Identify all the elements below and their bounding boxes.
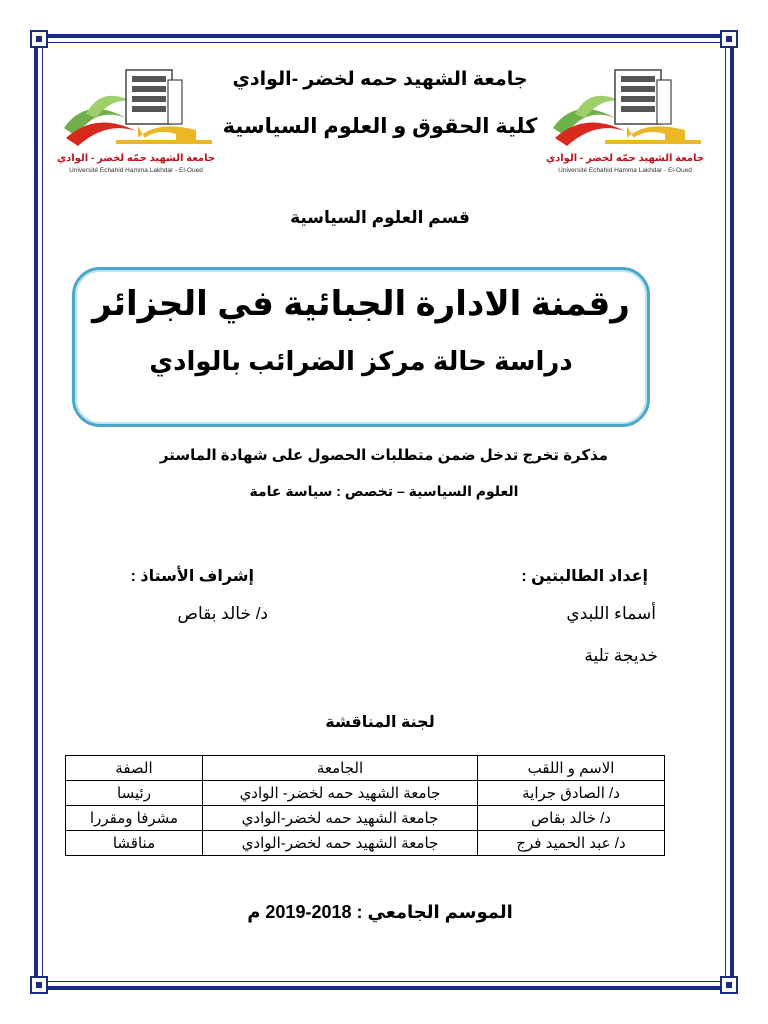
- memo-description: مذكرة تخرج تدخل ضمن متطلبات الحصول على شهادة الماستر: [159, 447, 609, 464]
- column-header: الصفة: [66, 756, 203, 781]
- member-university: جامعة الشهيد حمه لخضر-الوادي: [203, 831, 478, 856]
- committee-table: [65, 755, 665, 856]
- logo-caption-french: Université Echahid Hamma Lakhdar - El-Oued: [558, 167, 692, 174]
- member-university: جامعة الشهيد حمه لخضر- الوادي: [203, 781, 478, 806]
- corner-ornament: [720, 976, 738, 994]
- member-role: مشرفا ومقررا: [66, 806, 203, 831]
- table-header-row: [66, 756, 665, 781]
- academic-year: الموسم الجامعي : 2018-2019 م: [247, 902, 513, 922]
- column-header: الاسم و اللقب: [478, 756, 665, 781]
- member-role: مناقشا: [66, 831, 203, 856]
- specialization: العلوم السياسية – تخصص : سياسة عامة: [249, 483, 519, 499]
- logo-caption-french: Université Echahid Hamma Lakhdar - El-Oued: [69, 167, 203, 174]
- table-row: [66, 806, 665, 831]
- table-row: [66, 831, 665, 856]
- supervisor-name: د/ خالد بقاص: [177, 604, 268, 623]
- student-name: خديجة تلية: [584, 646, 658, 665]
- corner-ornament: [30, 976, 48, 994]
- committee-title: لجنة المناقشة: [325, 714, 435, 731]
- corner-ornament: [720, 30, 738, 48]
- logo-caption-arabic: جامعة الشهيد حمّه لخضر - الوادي: [56, 153, 216, 164]
- prepared-by-label: إعداد الطالبتين :: [521, 568, 648, 585]
- member-name: د/ عبد الحميد فرج: [478, 831, 665, 856]
- column-header: الجامعة: [203, 756, 478, 781]
- university-name: جامعة الشهيد حمه لخضر -الوادي: [232, 69, 528, 90]
- supervisor-label: إشراف الأستاذ :: [130, 568, 254, 585]
- thesis-subtitle: دراسة حالة مركز الضرائب بالوادي: [149, 346, 573, 376]
- member-role: رئيسا: [66, 781, 203, 806]
- member-university: جامعة الشهيد حمه لخضر-الوادي: [203, 806, 478, 831]
- department-name: قسم العلوم السياسية: [290, 208, 470, 227]
- student-name: أسماء اللبدي: [566, 604, 656, 623]
- table-row: [66, 781, 665, 806]
- logo-caption-arabic: جامعة الشهيد حمّه لخضر - الوادي: [545, 153, 705, 164]
- thesis-title: رقمنة الادارة الجبائية في الجزائر: [92, 285, 630, 323]
- member-name: د/ الصادق جراية: [478, 781, 665, 806]
- corner-ornament: [30, 30, 48, 48]
- member-name: د/ خالد بقاص: [478, 806, 665, 831]
- faculty-name: كلية الحقوق و العلوم السياسية: [222, 115, 538, 138]
